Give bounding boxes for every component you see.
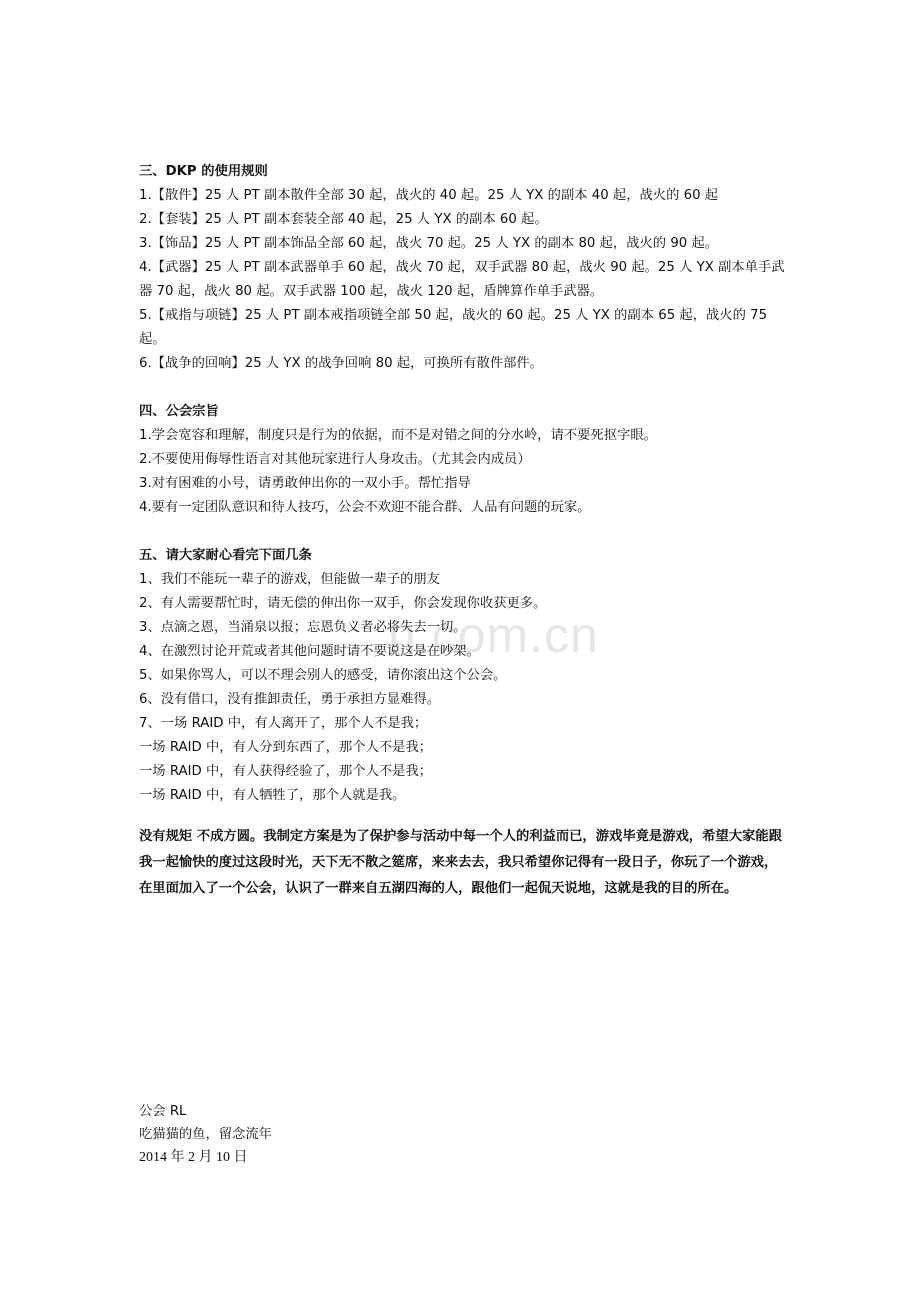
- list-item: 4、在激烈讨论开荒或者其他问题时请不要说这是在吵架。: [139, 644, 480, 659]
- list-item: 4.【武器】25 人 PT 副本武器单手 60 起，战火 70 起，双手武器 80 起，战火 90 起。25 人 YX 副本单手武器 70 起，战火 80 起。双手武器 100 起，战火 120 起，盾牌算作单手武器。: [139, 260, 785, 299]
- list-item: 3.对有困难的小号，请勇敢伸出你的一双小手。帮忙指导: [139, 476, 471, 491]
- document-body: [139, 160, 789, 902]
- signature-block: [139, 1100, 272, 1169]
- list-item: 1.【散件】25 人 PT 副本散件全部 30 起，战火的 40 起。25 人 YX 的副本 40 起，战火的 60 起: [139, 188, 719, 203]
- list-item: 一场 RAID 中，有人获得经验了，那个人不是我；: [139, 764, 433, 779]
- section-heading: 五、请大家耐心看完下面几条: [139, 548, 312, 563]
- signature-name: 吃猫猫的鱼，留念流年: [139, 1127, 272, 1142]
- section-guild-purpose: [139, 400, 789, 520]
- list-item: 7、一场 RAID 中，有人离开了，那个人不是我；: [139, 716, 428, 731]
- list-item: 5.【戒指与项链】25 人 PT 副本戒指项链全部 50 起，战火的 60 起。25 人 YX 的副本 65 起，战火的 75 起。: [139, 308, 768, 347]
- list-item: 3、点滴之恩，当涌泉以报；忘恩负义者必将失去一切。: [139, 620, 467, 635]
- list-item: 2.【套装】25 人 PT 副本套装全部 40 起，25 人 YX 的副本 60 起。: [139, 212, 548, 227]
- list-item: 5、如果你骂人，可以不理会别人的感受，请你滚出这个公会。: [139, 668, 507, 683]
- signature-role: 公会 RL: [139, 1104, 187, 1119]
- list-item: 4.要有一定团队意识和待人技巧，公会不欢迎不能合群、人品有问题的玩家。: [139, 500, 591, 515]
- section-heading: 四、公会宗旨: [139, 404, 219, 419]
- section-please-read: [139, 544, 789, 808]
- list-item: 6.【战争的回响】25 人 YX 的战争回响 80 起，可换所有散件部件。: [139, 356, 544, 371]
- list-item: 1、我们不能玩一辈子的游戏，但能做一辈子的朋友: [139, 572, 440, 587]
- section-heading: 三、DKP 的使用规则: [139, 164, 268, 179]
- section-dkp-rules: [139, 160, 789, 376]
- list-item: 1.学会宽容和理解，制度只是行为的依据，而不是对错之间的分水岭，请不要死抠字眼。: [139, 428, 657, 443]
- signature-date: 2014 年 2 月 10 日: [139, 1150, 248, 1165]
- list-item: 一场 RAID 中，有人分到东西了，那个人不是我；: [139, 740, 433, 755]
- list-item: 6、没有借口，没有推卸责任，勇于承担方显难得。: [139, 692, 440, 707]
- watermark: n.com.cn: [388, 607, 599, 663]
- closing-paragraph: 没有规矩 不成方圆。我制定方案是为了保护参与活动中每一个人的利益而已，游戏毕竟是游戏，希望大家能跟我一起愉快的度过这段时光，天下无不散之筵席，来来去去，我只希望你记得有一段日子，你玩了一个游戏，在里面加入了一个公会，认识了一群来自五湖四海的人，跟他们一起侃天说地，这就是我的目的所在。: [139, 829, 782, 896]
- list-item: 2.不要使用侮辱性语言对其他玩家进行人身攻击。（尤其会内成员）: [139, 452, 531, 467]
- list-item: 2、有人需要帮忙时，请无偿的伸出你一双手，你会发现你收获更多。: [139, 596, 547, 611]
- list-item: 一场 RAID 中，有人牺牲了，那个人就是我。: [139, 788, 406, 803]
- list-item: 3.【饰品】25 人 PT 副本饰品全部 60 起，战火 70 起。25 人 YX 的副本 80 起，战火的 90 起。: [139, 236, 719, 251]
